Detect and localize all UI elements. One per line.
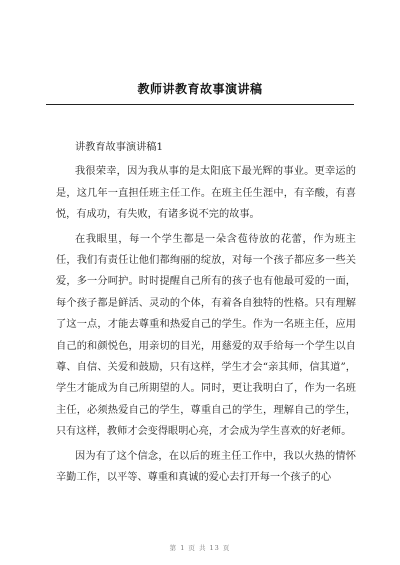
- document-title: 教师讲教育故事演讲稿: [137, 82, 263, 96]
- document-body: [56, 137, 356, 492]
- page-number-footer: 第 1 页 共 13 页: [169, 544, 231, 552]
- section-heading: 讲教育故事演讲稿1: [75, 142, 163, 153]
- paragraph: 我很荣幸，因为我从事的是太阳底下最光辉的事业。更幸运的是，这几年一直担任班主任工作。在班主任生涯中，有辛酸，有喜悦，有成功，有失败，有诸多说不完的故事。: [56, 166, 356, 221]
- paragraph: 在我眼里，每一个学生都是一朵含苞待放的花蕾，作为班主任，我们有责任让他们都绚丽的绽放，对每一个孩子都应多一些关爱，多一分呵护。时时提醒自己所有的孩子也有他最可爱的一面，每个孩子都是鲜活、灵动的个体，有着各自独特的性格。只有理解了这一点，才能去尊重和热爱自己的学生。作为一名班主任，应用自己的和颜悦色，用亲切的目光，用慈爱的双手给每一个学生以自尊、自信、关爱和鼓励，只有这样，学生才会“亲其师，信其道”，学生才能成为自己所期望的人。同时，更让我明白了，作为一名班主任，必须热爱自己的学生，尊重自己的学生，理解自己的学生，只有这样，教师才会变得眼明心亮，才会成为学生喜欢的好老师。: [56, 233, 356, 438]
- paragraph: 因为有了这个信念，在以后的班主任工作中，我以火热的情怀辛勤工作，以平等、尊重和真诚的爱心去打开每一个孩子的心: [56, 450, 356, 484]
- title-divider: [46, 104, 354, 105]
